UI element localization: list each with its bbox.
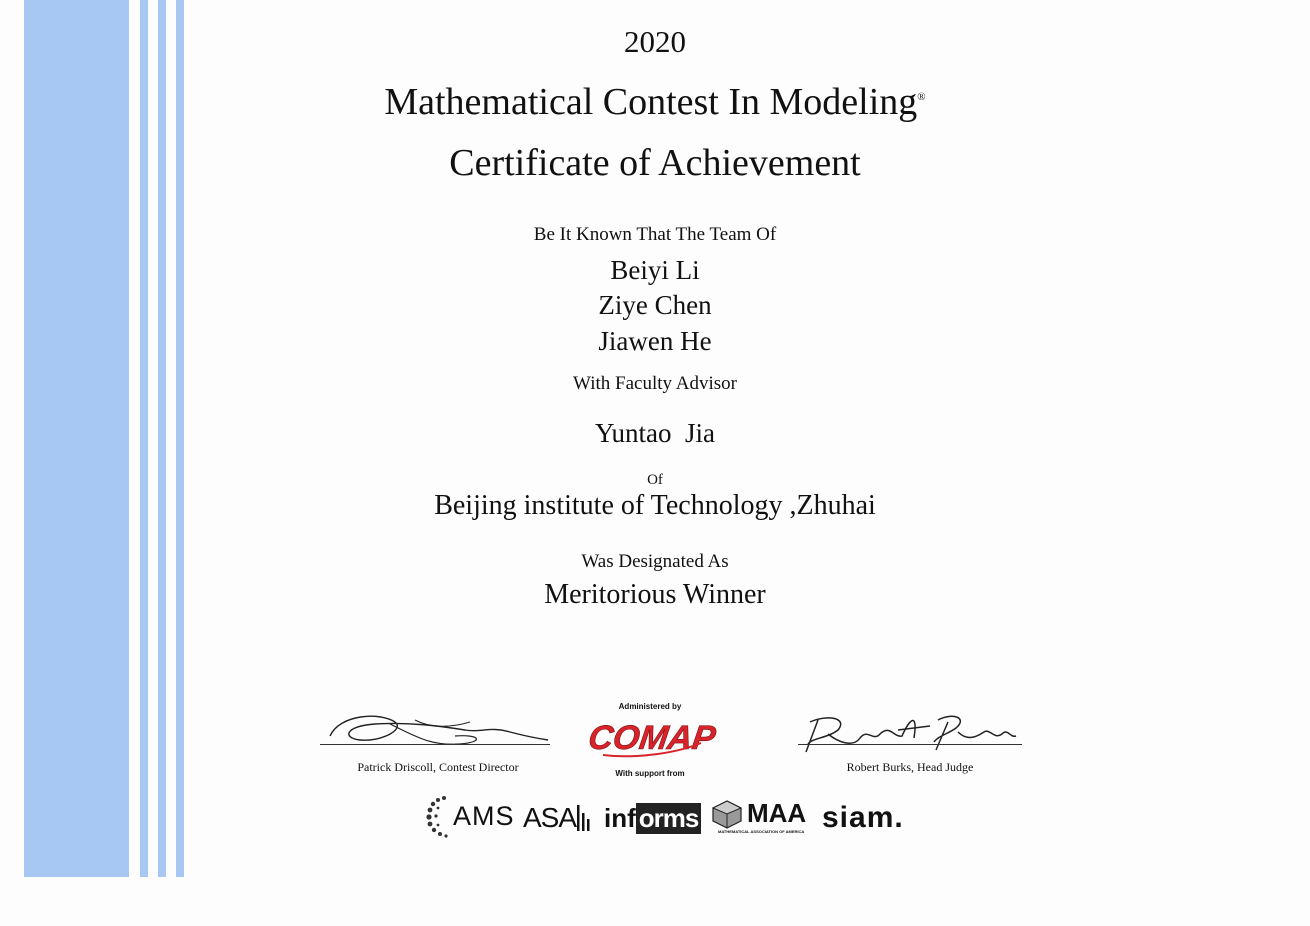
svg-text:COMAP: COMAP	[586, 719, 718, 757]
asa-bars-icon	[576, 801, 590, 835]
team-member: Beiyi Li	[610, 255, 700, 285]
head-judge-signature	[798, 708, 1024, 756]
director-caption: Patrick Driscoll, Contest Director	[357, 760, 519, 774]
director-signature	[320, 706, 552, 754]
ams-dots-icon	[424, 794, 450, 838]
certificate-title: Certificate of Achievement	[449, 142, 861, 184]
maa-text: MAA	[747, 798, 807, 828]
asa-logo	[523, 798, 590, 838]
head-judge-signature-line	[798, 744, 1022, 745]
certificate-year: 2020	[624, 24, 686, 59]
comap-logo	[586, 709, 718, 763]
award-title: Meritorious Winner	[544, 579, 766, 610]
contest-name	[0, 80, 1310, 124]
of-label: Of	[647, 472, 663, 488]
informs-logo	[604, 802, 701, 834]
advisor-name: Yuntao Jia	[595, 418, 715, 448]
maa-polyhedron-icon	[710, 799, 744, 829]
support-label: With support from	[615, 769, 685, 778]
head-judge-caption: Robert Burks, Head Judge	[846, 760, 974, 774]
maa-logo	[710, 798, 806, 838]
intro-text: Be It Known That The Team Of	[533, 224, 777, 245]
siam-logo	[822, 800, 904, 836]
asa-text: ASA	[523, 802, 577, 833]
institution-name: Beijing institute of Technology ,Zhuhai	[434, 490, 876, 521]
contest-name-text: Mathematical Contest In Modeling	[384, 81, 918, 123]
ams-logo	[424, 794, 515, 838]
designation-label: Was Designated As	[581, 551, 729, 572]
informs-text-b: orms	[636, 803, 702, 834]
team-member: Ziye Chen	[598, 290, 712, 320]
administered-by-label: Administered by	[618, 702, 682, 711]
team-member: Jiawen He	[598, 326, 712, 356]
siam-text: siam.	[822, 801, 904, 834]
director-signature-line	[320, 744, 550, 745]
registered-mark: ®	[917, 91, 926, 103]
advisor-label: With Faculty Advisor	[573, 373, 737, 394]
ams-text: AMS	[453, 800, 515, 831]
maa-subtext: MATHEMATICAL ASSOCIATION OF AMERICA	[718, 829, 805, 834]
informs-text-a: inf	[604, 802, 636, 833]
